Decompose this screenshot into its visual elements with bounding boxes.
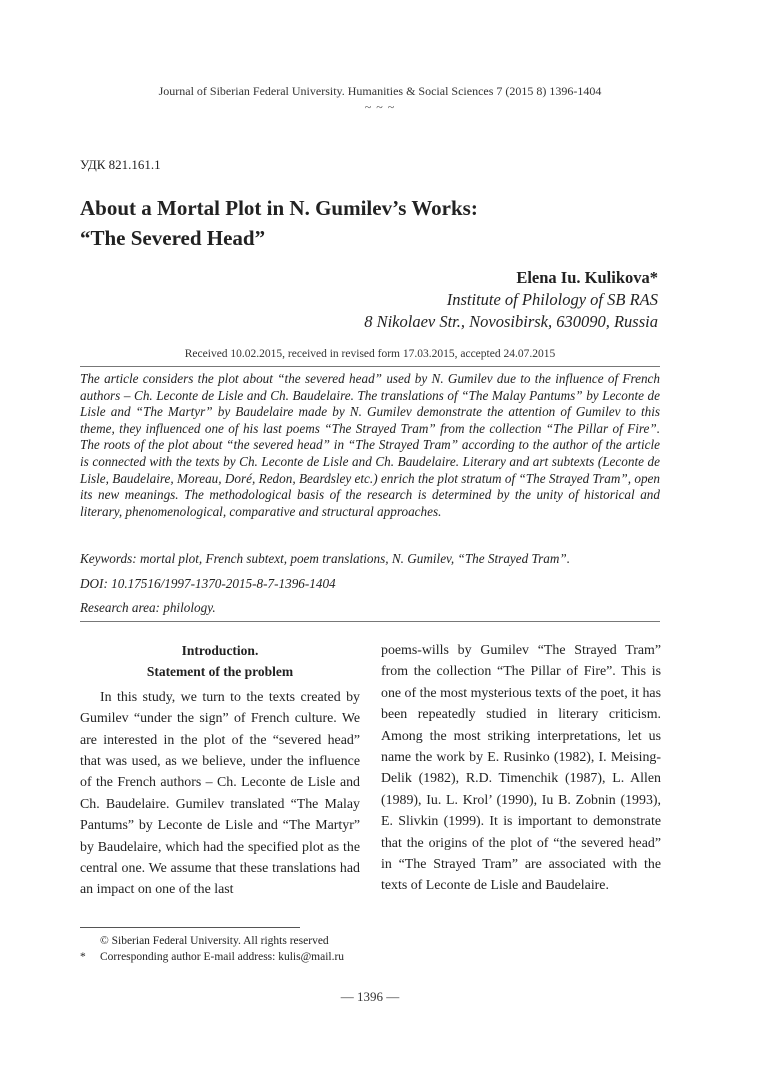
author-institute: Institute of Philology of SB RAS	[446, 290, 658, 309]
udk-code: УДК 821.161.1	[80, 157, 161, 172]
title-line-1: About a Mortal Plot in N. Gumilev’s Works:	[80, 196, 478, 220]
section-heading	[80, 640, 360, 683]
author-name: Elena Iu. Kulikova*	[516, 268, 658, 287]
title-line-2: “The Severed Head”	[80, 226, 266, 250]
footnote-rule	[80, 927, 300, 928]
abstract-text: The article considers the plot about “the severed head” used by N. Gumilev due to the influence of French authors – Ch. Leconte de Lisle and Ch. Baudelaire. The translations of “The Malay Pantums” by Leconte de Lisle and “The Martyr” by Baudelaire made by N. Gumilev demonstrate the attention of Gumilev to this theme, they influenced one of his last poems “The Strayed Tram” from the collection “The Pillar of Fire”. The roots of the plot about “the severed head” in “The Strayed Tram” according to the author of the article is connected with the texts by Ch. Leconte de Lisle and Ch. Baudelaire. Literary and art subtexts (Leconte de Lisle, Baudelaire, Moreau, Doré, Redon, Beardsley etc.) enrich the plot stratum of “The Strayed Tram”, open its new meanings. The methodological basis of the research is determined by the unity of historical and literary, phenomenological, comparative and structural approaches.	[80, 371, 660, 519]
research-area: Research area: philology.	[80, 600, 216, 615]
body-paragraph-right: poems-wills by Gumilev “The Strayed Tram” from the collection “The Pillar of Fire”. This is one of the most mysterious texts of the poet, it has been repeatedly studied in literary criticism. Among the most striking interpretations, let us name the work by E. Rusinko (1982), I. Meising-Delik (1982), R.D. Timenchik (1987), L. Allen (1989), Iu. L. Krol’ (1990), Iu B. Zobnin (1993), E. Slivkin (1999). It is important to demonstrate that the origins of the plot of “the severed head” in “The Strayed Tram” are associated with the texts of Leconte de Lisle and Baudelaire.	[381, 643, 661, 894]
page-number: — 1396 —	[340, 989, 400, 1004]
section-heading-line-2: Statement of the problem	[146, 664, 294, 680]
right-column	[381, 640, 661, 897]
keywords: Keywords: mortal plot, French subtext, poem translations, N. Gumilev, “The Strayed Tram”.	[80, 551, 570, 566]
body-paragraph-left: In this study, we turn to the texts created by Gumilev “under the sign” of French culture. We are interested in the plot of the “severed head” that was used, as we believe, under the influence of the French authors – Ch. Leconte de Lisle and Ch. Baudelaire. Gumilev translated “The Malay Pantums” by Leconte de Lisle and “The Martyr” by Baudelaire, which had the specified plot as the central one. We assume that these translations had an impact on one of the last	[80, 689, 360, 898]
footnote-corresponding	[80, 950, 344, 964]
section-heading-line-1: Introduction.	[181, 643, 259, 658]
footnote-asterisk: *	[80, 951, 86, 963]
author-address: 8 Nikolaev Str., Novosibirsk, 630090, Russia	[364, 312, 658, 331]
received-dates: Received 10.02.2015, received in revised form 17.03.2015, accepted 24.07.2015	[184, 348, 556, 360]
footnote-copyright: © Siberian Federal University. All rights reserved	[100, 935, 329, 947]
article-title	[80, 193, 680, 253]
doi: DOI: 10.17516/1997-1370-2015-8-7-1396-1404	[80, 576, 336, 591]
footnote-email: Corresponding author E-mail address: kulis@mail.ru	[100, 951, 345, 963]
left-column	[80, 640, 360, 901]
author-block	[364, 267, 658, 333]
journal-header: Journal of Siberian Federal University. Humanities & Social Sciences 7 (2015 8) 1396-1404	[158, 84, 602, 98]
header-separator: ~ ~ ~	[364, 100, 396, 114]
